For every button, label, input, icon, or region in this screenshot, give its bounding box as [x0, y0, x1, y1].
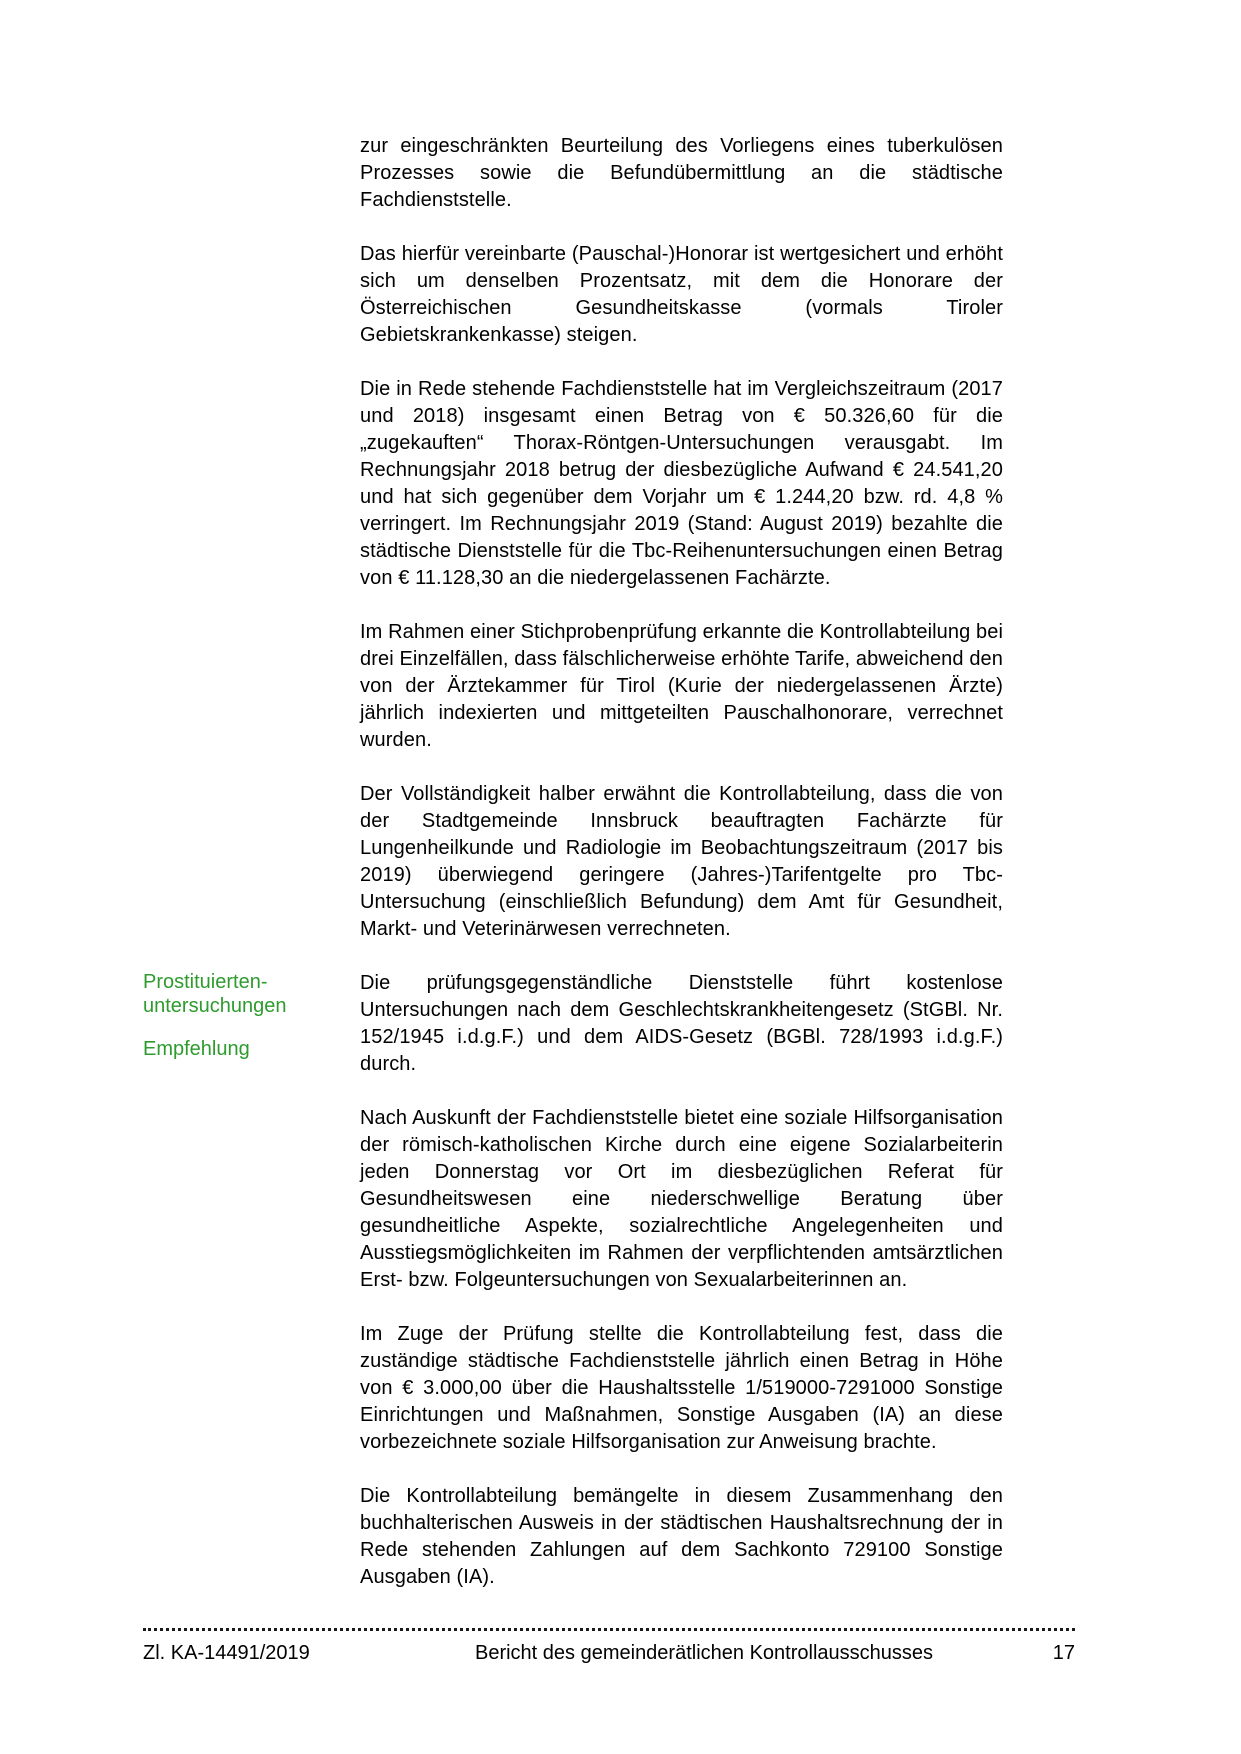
paragraph: Im Zuge der Prüfung stellte die Kontrollabteilung fest, dass die zuständige städtische Fachdienststelle jährlich einen Betrag in Höhe von € 3.000,00 über die Haushaltsstelle 1/519000-7291000 Sonstige Einrichtungen und Maßnahmen, Sonstige Ausgaben (IA) an diese vorbezeichnete soziale Hilfsorganisation zur Anweisung brachte. [360, 1323, 1003, 1453]
paragraph-row [143, 1105, 1003, 1321]
paragraph-row [143, 1321, 1003, 1483]
footer-row [143, 1640, 1075, 1666]
paragraph: zur eingeschränkten Beurteilung des Vorliegens eines tuberkulösen Prozesses sowie die Befundübermittlung an die städtische Fachdienststelle. [360, 135, 1003, 211]
paragraph: Das hierfür vereinbarte (Pauschal-)Honorar ist wertgesichert und erhöht sich um denselben Prozentsatz, mit dem die Honorare der Österreichischen Gesundheitskasse (vormals Tiroler Gebietskrankenkasse) steigen. [360, 243, 1003, 346]
paragraph: Nach Auskunft der Fachdienststelle bietet eine soziale Hilfsorganisation der römisch-katholischen Kirche durch eine eigene Sozialarbeiterin jeden Donnerstag vor Ort im diesbezüglichen Referat für Gesundheitswesen eine niederschwellige Beratung über gesundheitliche Aspekte, sozialrechtliche Angelegenheiten und Ausstiegsmöglichkeiten im Rahmen der verpflichtenden amtsärztlichen Erst- bzw. Folgeuntersuchungen von Sexualarbeiterinnen an. [360, 1107, 1003, 1291]
page-footer [143, 1628, 1075, 1666]
footer-reference: Zl. KA-14491/2019 [143, 1642, 310, 1664]
paragraph-row [143, 619, 1003, 781]
paragraph-row [143, 970, 1003, 1105]
paragraph: Die in Rede stehende Fachdienststelle hat im Vergleichszeitraum (2017 und 2018) insgesamt einen Betrag von € 50.326,60 für die „zugekauften“ Thorax-Röntgen-Untersuchungen verausgabt. Im Rechnungsjahr 2018 betrug der diesbezügliche Aufwand € 24.541,20 und hat sich gegenüber dem Vorjahr um € 1.244,20 bzw. rd. 4,8 % verringert. Im Rechnungsjahr 2019 (Stand: August 2019) bezahlte die städtische Dienststelle für die Tbc-Reihenuntersuchungen einen Betrag von € 11.128,30 an die niedergelassenen Fachärzte. [360, 378, 1003, 589]
paragraph-row [143, 1483, 1003, 1618]
paragraph-row [143, 376, 1003, 619]
paragraph-row [143, 241, 1003, 376]
paragraph: Der Vollständigkeit halber erwähnt die Kontrollabteilung, dass die von der Stadtgemeinde Innsbruck beauftragten Fachärzte für Lungenheilkunde und Radiologie im Beobachtungszeitraum (2017 bis 2019) überwiegend geringere (Jahres-)Tarifentgelte pro Tbc-Untersuchung (einschließlich Befundung) dem Amt für Gesundheit, Markt- und Veterinärwesen verrechneten. [360, 783, 1003, 940]
paragraph-row [143, 133, 1003, 241]
footer-divider [143, 1628, 1075, 1631]
margin-label-empfehlung: Empfehlung [143, 1038, 250, 1060]
paragraph: Die prüfungsgegenständliche Dienststelle führt kostenlose Untersuchungen nach dem Geschlechtskrankheitengesetz (StGBl. Nr. 152/1945 i.d.g.F.) und dem AIDS-Gesetz (BGBl. 728/1993 i.d.g.F.) durch. [360, 972, 1003, 1075]
footer-page-number: 17 [1052, 1642, 1075, 1664]
footer-title: Bericht des gemeinderätlichen Kontrollausschusses [474, 1642, 934, 1664]
paragraph-row [143, 781, 1003, 970]
margin-label-topic: Prostituierten-untersuchungen [143, 971, 287, 1017]
paragraph: Die Kontrollabteilung bemängelte in diesem Zusammenhang den buchhalterischen Ausweis in der städtischen Haushaltsrechnung der in Rede stehenden Zahlungen auf dem Sachkonto 729100 Sonstige Ausgaben (IA). [360, 1485, 1003, 1588]
report-body [143, 133, 1003, 1618]
margin-column [143, 970, 360, 1061]
paragraph: Im Rahmen einer Stichprobenprüfung erkannte die Kontrollabteilung bei drei Einzelfällen, dass fälschlicherweise erhöhte Tarife, abweichend den von der Ärztekammer für Tirol (Kurie der niedergelassenen Ärzte) jährlich indexierten und mittgeteilten Pauschalhonorare, verrechnet wurden. [360, 621, 1003, 751]
